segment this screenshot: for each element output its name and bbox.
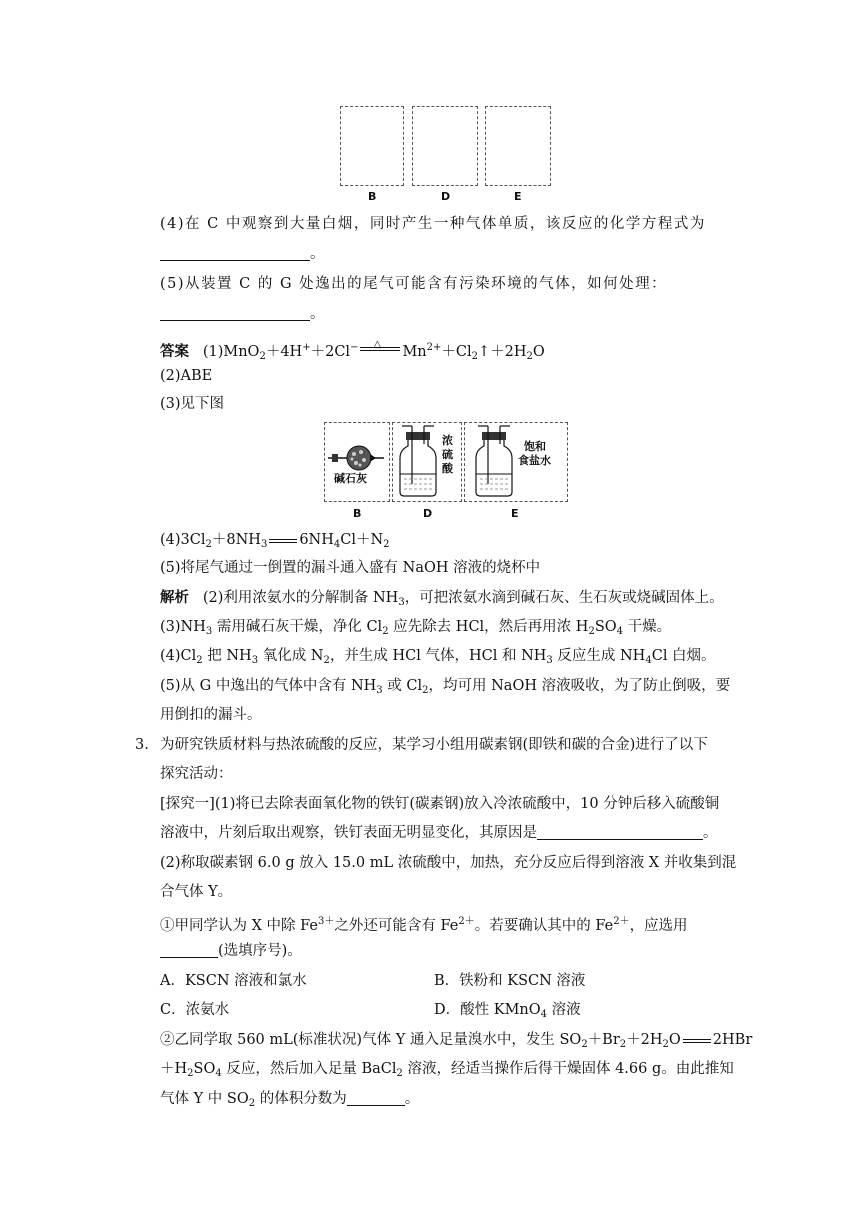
option-c: C．浓氨水 — [160, 1002, 230, 1018]
drying-tube-drawing — [326, 424, 388, 500]
question-5-blank: 。 — [160, 304, 325, 324]
q3-sub2-line-3: 气体 Y 中 $SO_2$ 的体积分数为 。 — [160, 1091, 420, 1109]
figure1-box-b — [340, 106, 404, 186]
figure1-label-d: D — [441, 190, 451, 203]
saturated-brine-label: 饱和 食盐水 — [518, 440, 551, 467]
q3-sub2-line-2: $+H_2SO_4$ 反应，然后加入足量 BaCl$_2$ 溶液，经适当操作后得干燥固体 4.66 g。由此推知 — [160, 1061, 734, 1079]
q3-explore2-1: (2)称取碳素钢 6.0 g 放入 15.0 mL 浓硫酸中，加热，充分反应后得到溶液 X 并收集到混 — [160, 855, 737, 871]
answer-1: 答案 (1)MnO$_2$＋4H+＋2Cl− △ $Mn^{2+}+Cl_2↑+2H_2O$ — [160, 339, 545, 362]
gas-bottle-d-drawing — [396, 424, 440, 500]
figure2-label-d: D — [423, 507, 433, 520]
figure1-box-d — [412, 106, 478, 186]
figure2-label-b: B — [353, 507, 362, 520]
figure1-box-e — [485, 106, 551, 186]
q3-stem-1: 为研究铁质材料与热浓硫酸的反应，某学习小组用碳素钢(即铁和碳的合金)进行了以下 — [160, 737, 708, 753]
question-4: (4)在 C 中观察到大量白烟，同时产生一种气体单质，该反应的化学方程式为 — [160, 216, 706, 232]
q3-explore1-2: 溶液中，片刻后取出观察，铁钉表面无明显变化，其原因是 。 — [160, 825, 718, 841]
q3-sub2-line-1: ②乙同学取 560 mL(标准状况)气体 Y 通入足量溴水中，发生 $SO_2+Br_2+2H_2O$ 2HBr — [160, 1032, 753, 1050]
figure1-label-e: E — [514, 190, 522, 203]
option-b: B．铁粉和 KSCN 溶液 — [434, 973, 586, 989]
option-a: A．KSCN 溶液和氯水 — [160, 973, 307, 989]
analysis-line-4: (5)从 G 中逸出的气体中含有 $NH_3$ 或 $Cl_2$，均可用 NaOH 溶液吸收，为了防止倒吸，要 — [160, 678, 731, 696]
answer-4: $(4)3Cl_2+8NH_3$ $6NH_4Cl+N_2$ — [160, 532, 390, 550]
analysis-label: 解析 — [160, 589, 189, 606]
question-4-blank: 。 — [160, 244, 325, 264]
option-d: D．酸性 KMnO$_4$ 溶液 — [434, 1002, 581, 1020]
gas-bottle-e-drawing — [472, 424, 516, 500]
question-5: (5)从装置 C 的 G 处逸出的尾气可能含有污染环境的气体，如何处理： — [160, 276, 668, 292]
analysis-line-2: $(3)NH_3$ 需用碱石灰干燥，净化 $Cl_2$ 应先除去 HCl，然后再用浓 $H_2SO_4$ 干燥。 — [160, 619, 672, 637]
analysis-line-3: $(4)Cl_2$ 把 $NH_3$ 氧化成 $N_2$，并生成 HCl 气体，HCl 和 $NH_3$ 反应生成 $NH_4Cl$ 白烟。 — [160, 648, 716, 666]
answer-label: 答案 — [160, 343, 189, 360]
analysis-line-1: 解析 (2)利用浓氨水的分解制备 $NH_3$，可把浓氨水滴到碱石灰、生石灰或烧碱固体上。 — [160, 589, 724, 608]
analysis-line-5: 用倒扣的漏斗。 — [160, 707, 262, 723]
figure2-label-e: E — [511, 507, 519, 520]
answer-2: (2)ABE — [160, 368, 213, 384]
conc-sulfuric-acid-label: 浓 硫 酸 — [442, 434, 453, 475]
soda-lime-label: 碱石灰 — [334, 472, 367, 485]
answer-5: (5)将尾气通过一倒置的漏斗通入盛有 NaOH 溶液的烧杯中 — [160, 560, 541, 576]
answer-3: (3)见下图 — [160, 396, 225, 412]
q3-sub1-line-2: (选填序号)。 — [160, 941, 302, 961]
q3-explore1-1: [探究一](1)将已去除表面氧化物的铁钉(碳素钢)放入冷浓硫酸中，10 分钟后移入硫酸铜 — [160, 796, 720, 812]
q3-number: 3. — [135, 737, 149, 753]
figure1-label-b: B — [368, 190, 377, 203]
q3-stem-2: 探究活动： — [160, 766, 233, 782]
q3-explore2-2: 合气体 Y。 — [160, 884, 233, 900]
q3-sub1-line-1: ①甲同学认为 X 中除 $Fe^{3+}$之外还可能含有 $Fe^{2+}$。若要确认其中的 $Fe^{2+}$，应选用 — [160, 916, 688, 934]
